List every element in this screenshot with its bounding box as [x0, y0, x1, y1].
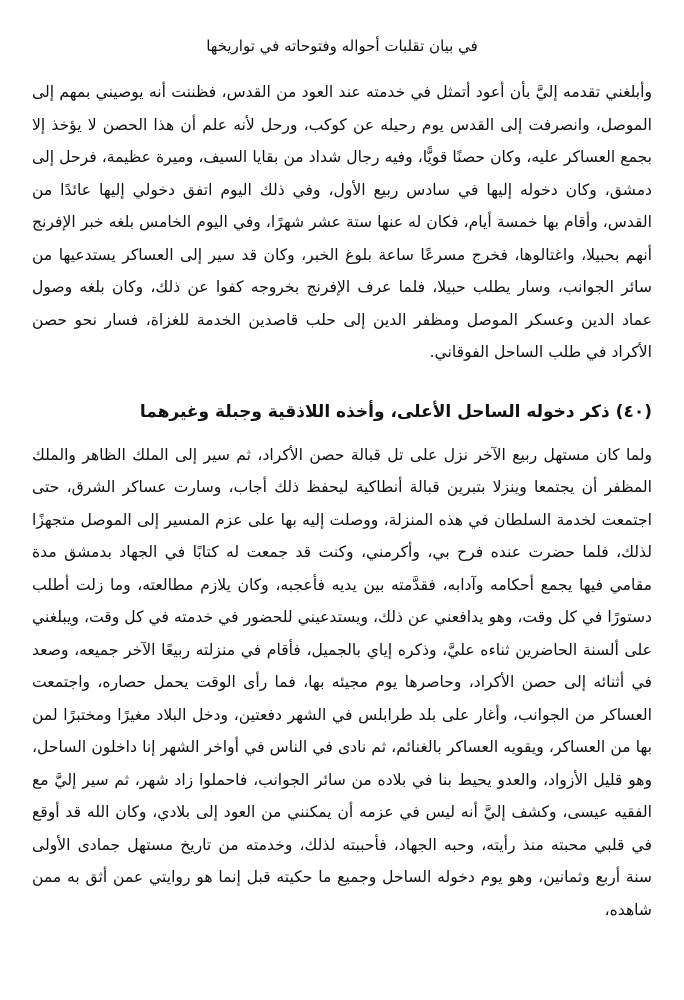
- section-heading: (٤٠) ذكر دخوله الساحل الأعلى، وأخذه اللاذقية وجبلة وغيرهما: [139, 401, 652, 422]
- section-paragraph: ولما كان مستهل ربيع الآخر نزل على تل قبالة حصن الأكراد، ثم سير إلى الملك الظاهر والملك المظفر أن يجتمعا وينزلا بتبرين قبالة أنطاكية ليحفظ ذلك أجاب، وسارت عساكر الشرق، حتى اجتمعت لخدمة السلطان في هذه المنزلة، ووصلت إليه بها على عزم المسير إلى الموصل متجهزًا لذلك، فلما حضرت عنده فرح بي، وأكرمني، وكنت قد جمعت له كتابًا في الجهاد بدمشق مدة مقامي فيها يجمع أحكامه وآدابه، فقدَّمته بين يديه فأعجبه، وكان يلازم مطالعته، وما زلت أطلب دستورًا في كل وقت، وهو يدافعني عن ذلك، ويستدعيني للحضور في خدمته في كل وقت، ويبلغني على ألسنة الحاضرين ثناءه عليَّ، وذكره إياي بالجميل، فأقام في منزلته ربيعًا الآخر جميعه، وصعد في أثنائه إلى حصن الأكراد، وحاصرها يوم مجيئه بها، فما رأى الوقت يحمل حصاره، واجتمعت العساكر من الجوانب، وأغار على بلد طرابلس في الشهر دفعتين، ودخل البلاد مغيرًا ومختبرًا لمن بها من العساكر، ويقويه العساكر بالغنائم، ثم نادى في الناس في أواخر الشهر إنا داخلون الساحل، وهو قليل الأزواد، والعدو يحيط بنا في بلاده من سائر الجوانب، فاحملوا زاد شهر، ثم سير إليَّ مع الفقيه عيسى، وكشف إليَّ أنه ليس في عزمه أن يمكنني من العود إلى بلادي، وكان الله قد أوقع في قلبي محبته منذ رأيته، وحبه الجهاد، فأحببته لذلك، وخدمته من تاريخ مستهل جمادى الأولى سنة أربع وثمانين، وهو يوم دخوله الساحل وجميع ما حكيته قبل إنما هو روايتي عمن أثق به ممن شاهده،: [32, 445, 652, 919]
- body-paragraph: وأبلغني تقدمه إليَّ بأن أعود أتمثل في خدمته عند العود من القدس، فظننت أنه يوصيني بمهم إلى الموصل، وانصرفت إلى القدس يوم رحيله عن كوكب، ورحل لأنه علم أن هذا الحصن لا يؤخذ إلا بجمع العساكر عليه، وكان حصنًا قويًّا، وفيه رجال شداد من بقايا السيف، وميرة عظيمة، فرحل إلى دمشق، وكان دخوله إليها في سادس ربيع الأول، وفي ذلك اليوم اتفق دخولي إليها عائدًا من القدس، وأقام بها خمسة أيام، فكان له عنها ستة عشر شهرًا، وفي اليوم الخامس بلغه خبر الإفرنج أنهم بحبيلا، واغتالوها، فخرج مسرعًا ساعة بلوغ الخبر، وكان قد سير إلى العساكر يستدعيها من سائر الجوانب، وسار يطلب حبيلا، فلما عرف الإفرنج بخروجه كفوا عن ذلك، وكان بلغه وصول عماد الدين وعسكر الموصل ومظفر الدين إلى حلب قاصدين الخدمة للغزاة، فسار نحو حصن الأكراد في طلب الساحل الفوقاني.: [32, 83, 652, 361]
- running-header: في بيان تقلبات أحواله وفتوحاته في تواريخها: [206, 37, 478, 55]
